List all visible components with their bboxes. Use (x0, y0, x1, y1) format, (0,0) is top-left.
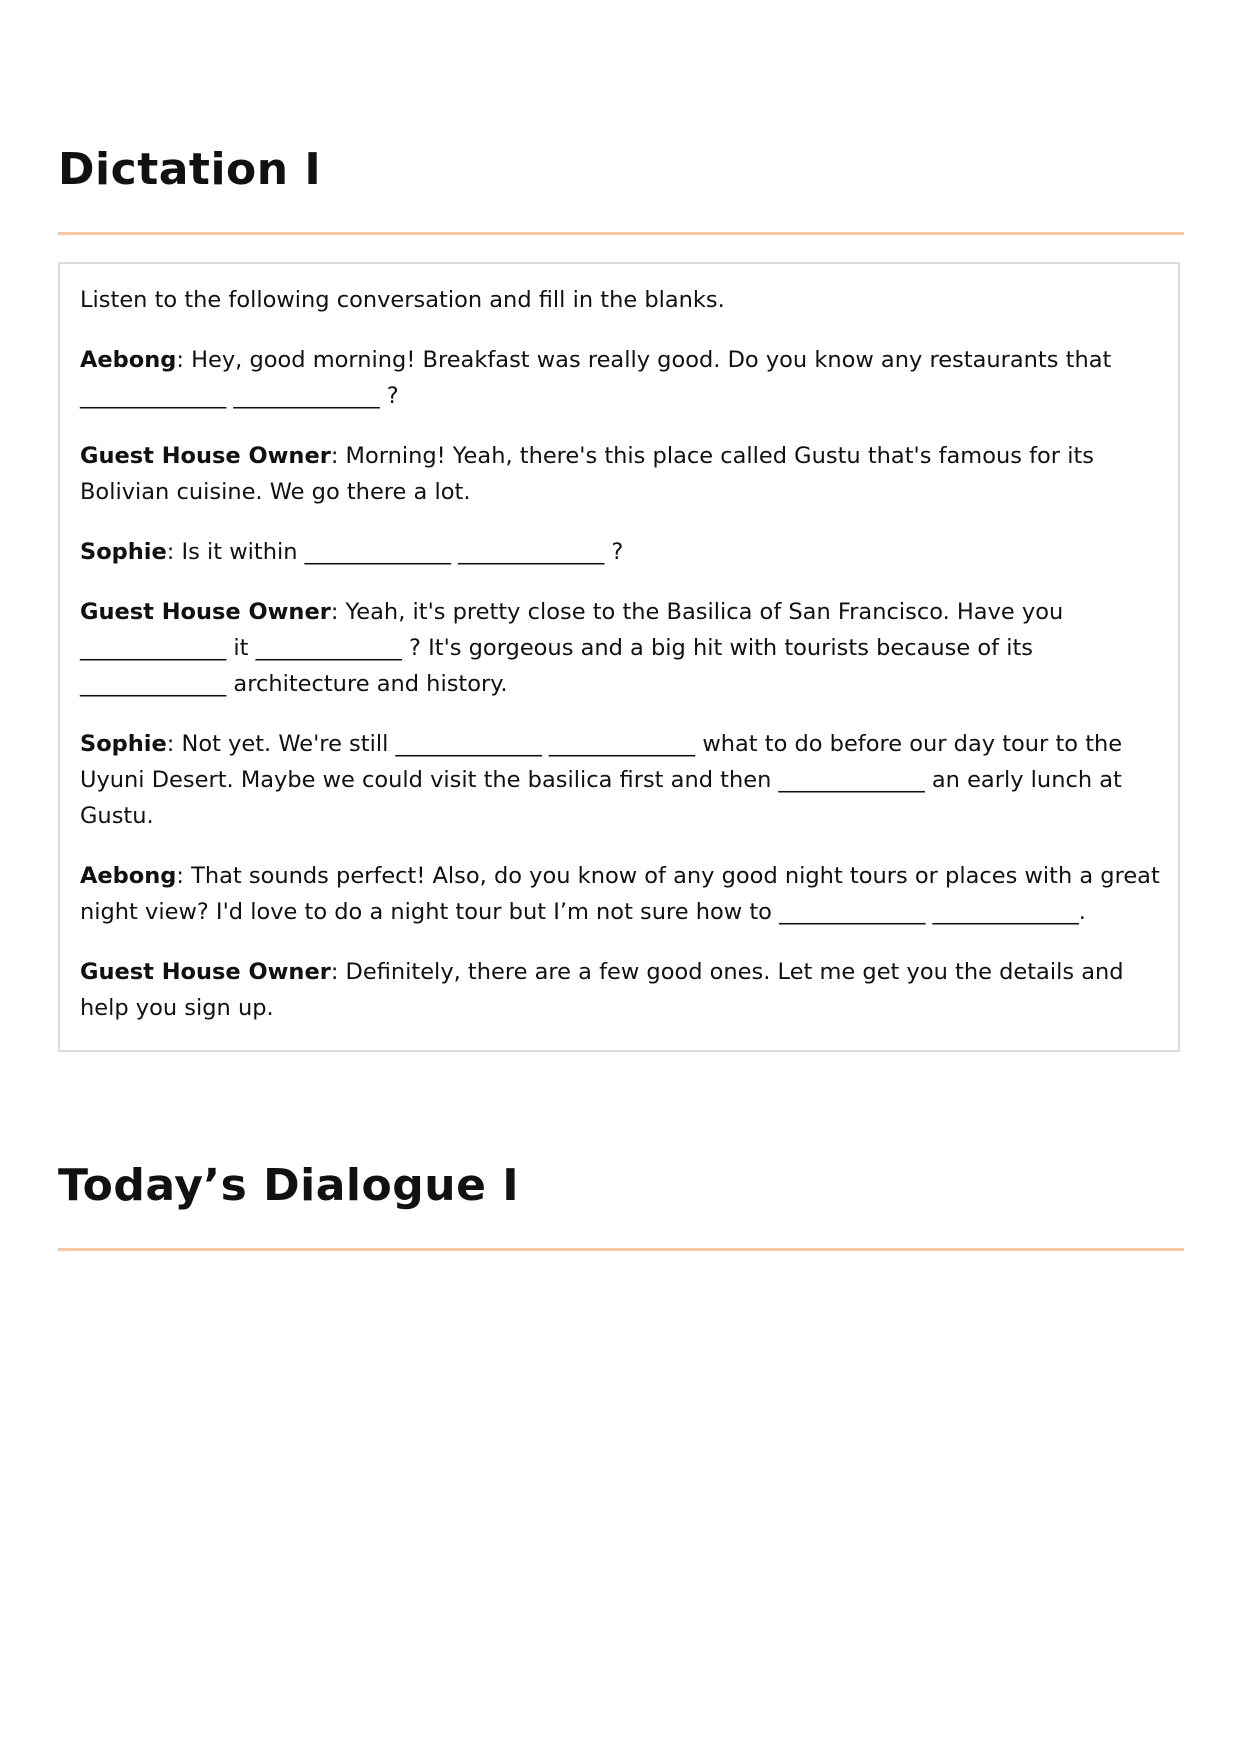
speaker-name: Sophie (80, 539, 167, 565)
dialogue-text: : Morning! Yeah, there's this place called Gustu that's famous for its Bolivian cuisine. We go there a lot. (80, 443, 1094, 505)
speaker-name: Sophie (80, 731, 167, 757)
dictation-instruction: Listen to the following conversation and fill in the blanks. (80, 287, 725, 313)
speaker-name: Guest House Owner (80, 599, 331, 625)
speaker-name: Aebong (80, 347, 177, 373)
dialogue-text: : Hey, good morning! Breakfast was really good. Do you know any restaurants that _____________ _____________ ? (80, 347, 1112, 409)
section-title-dictation: Dictation I (58, 144, 322, 195)
dialogue-line (80, 438, 1160, 510)
section-title-dialogue: Today’s Dialogue I (58, 1160, 520, 1211)
dictation-box (58, 262, 1180, 1052)
section-divider (58, 232, 1184, 235)
dialogue-line (80, 594, 1160, 702)
dialogue-line (80, 858, 1160, 930)
dialogue-text: : Not yet. We're still _____________ _____________ what to do before our day tour to the Uyuni Desert. Maybe we could visit the basilica first and then _____________ an early lunch at Gustu. (80, 731, 1123, 829)
dialogue-line (80, 342, 1160, 414)
speaker-name: Guest House Owner (80, 443, 331, 469)
dialogue-text: : Is it within _____________ _____________ ? (166, 539, 624, 565)
dialogue-text: : Definitely, there are a few good ones. Let me get you the details and help you sign up. (80, 959, 1124, 1021)
dialogue-line (80, 726, 1160, 834)
dialogue-text: : Yeah, it's pretty close to the Basilica of San Francisco. Have you _____________ it _____________ ? It's gorgeous and a big hit with tourists because of its _____________ architecture and history. (80, 599, 1064, 697)
section-divider (58, 1248, 1184, 1251)
dialogue-line (80, 954, 1160, 1026)
dialogue-line (80, 534, 1160, 570)
dialogue-text: : That sounds perfect! Also, do you know of any good night tours or places with a great night view? I'd love to do a night tour but I’m not sure how to _____________ _____________. (80, 863, 1160, 925)
speaker-name: Guest House Owner (80, 959, 331, 985)
speaker-name: Aebong (80, 863, 177, 889)
